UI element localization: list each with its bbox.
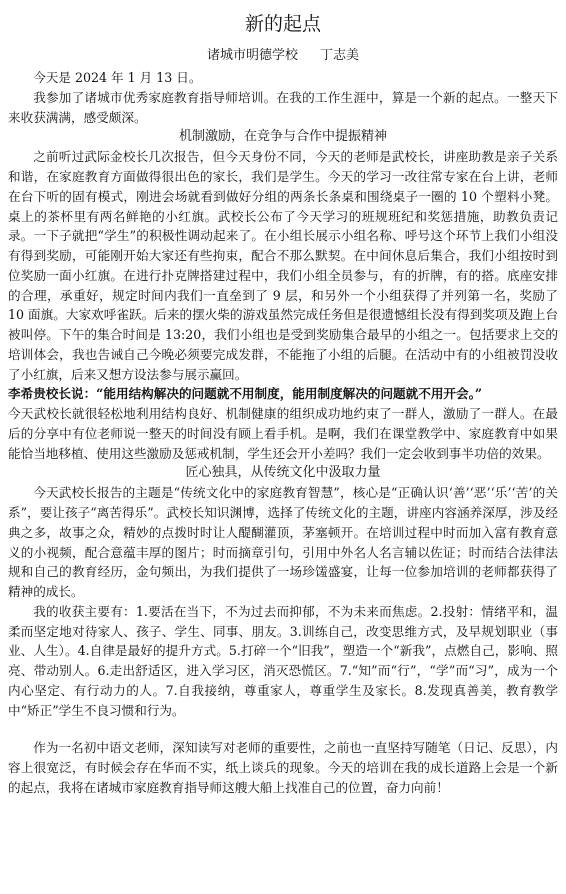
section2-paragraph-2: 我的收获主要有：1.要活在当下，不为过去而抑郁，不为未来而焦虑。2.投射：情绪平和，温柔而坚定地对待家人、孩子、学生、同事、朋友。3.训练自己，改变思维方式，及早规划职业（事业、人生）。4.自律是最好的提升方式。5.打碎一个“旧我”，塑造一个“新我”，点燃自己，影响、照亮、带动别人。6.走出舒适区，进入学习区，消灭恐慌区。7.“知”而“行”，“学”而“习”，成为一个内心坚定、有行动力的人。7.自我接纳，尊重家人，尊重学生及家长。8.发现真善美，教育教学中“矫正”学生不良习惯和行为。 (8, 603, 558, 718)
section1-paragraph-1: 之前听过武际金校长几次报告，但今天身份不同，今天的老师是武校长，讲座助教是亲子关系和谐，在家庭教育方面做得很出色的家长，我们是学生。今天的学习一改往常专家在台上讲，老师在台下听的固有模式，刚进会场就看到做好分组的两条长条桌和围绕桌子一圈的 10 个塑料小凳。桌上的茶杯里有两名鲜艳的小红旗。武校长公布了今天学习的班规班纪和奖惩措施，助教负责记录。一下子就把“学生”的积极性调动起来了。在小组长展示小组名称、呼号这个环节上我们小组没有得到奖励，可能刚开始大家还有些拘束，配合不那么默契。在中间休息后集合，我们小组按时到位奖励一面小红旗。在进行扑克牌搭建过程中，我们小组全员参与，有的折牌，有的搭。底座安排的合理，承重好，规定时间内我们一直垒到了 9 层，和另外一个小组获得了并列第一名，奖励了 10 面旗。大家欢呼雀跃。后来的摆火柴的游戏虽然完成任务但是很遗憾组长没有得到奖项及跑上台被叫停。下午的集合时间是 13:20，我们小组也是受到奖励集合最早的小组之一。包括要求上交的培训体会，我也告诫自己今晚必须要完成发群，不能拖了小组的后腿。在活动中有的小组被罚没收了小红旗，后来又想方设法参与展示赢回。 (8, 149, 558, 382)
author-name: 丁志美 (320, 48, 360, 63)
section1-heading: 机制激励，在竞争与合作中提振精神 (178, 129, 387, 145)
closing-paragraph: 作为一名初中语文老师，深知读写对老师的重要性，之前也一直坚持写随笔（日记、反思），内容上很宽泛，有时候会存在华而不实，纸上谈兵的现象。今天的培训在我的成长道路上会是一个新的起点，我将在诸城市家庭教育指导师这艘大船上找准自己的位置，奋力向前！ (8, 740, 558, 795)
document-title: 新的起点 (244, 13, 321, 35)
school-name: 诸城市明德学校 (206, 48, 298, 63)
paragraph-gap (8, 720, 558, 738)
section2-heading: 匠心独具，从传统文化中汲取力量 (185, 465, 381, 481)
section1-quote: 李希贵校长说：“能用结构解决的问题就不用制度，能用制度解决的问题就不用开会。” (8, 386, 483, 402)
intro-paragraph: 我参加了诸城市优秀家庭教育指导师培训。在我的工作生涯中，算是一个新的起点。一整天下来收获满满，感受颇深。 (8, 89, 558, 125)
section1-paragraph-2: 今天武校长就很轻松地利用结构良好、机制健康的组织成功地约束了一群人，激励了一群人。在最后的分享中有位老师说一整天的时间没有顾上看手机。是啊，我们在课堂教学中、家庭教育中如果能恰当地移植、使用这些激励及惩戒机制，学生还会开小差吗？我们一定会收到事半功倍的效果。 (8, 406, 558, 461)
date-paragraph: 今天是 2024 年 1 月 13 日。 (33, 70, 202, 85)
byline (8, 46, 558, 66)
section2-paragraph-1: 今天武校长报告的主题是“传统文化中的家庭教育智慧”，核心是“正确认识‘善’‘恶’‘乐’‘苦’的关系”，要让孩子“离苦得乐”。武校长知识渊博，选择了传统文化的主题，讲座内容涵养深厚，涉及经典之多，故事之众，精妙的点拨时时让人醍醐灌顶，茅塞顿开。在培训过程中时而加入富有教育意义的小视频，配合意蕴丰厚的图片；时而摘章引句，引用中外名人名言辅以佐证；时而结合法律法规和自己的教育经历，金句频出，为我们提供了一场珍馐盛宴，让每一位参加培训的老师都获得了精神的成长。 (8, 485, 558, 599)
